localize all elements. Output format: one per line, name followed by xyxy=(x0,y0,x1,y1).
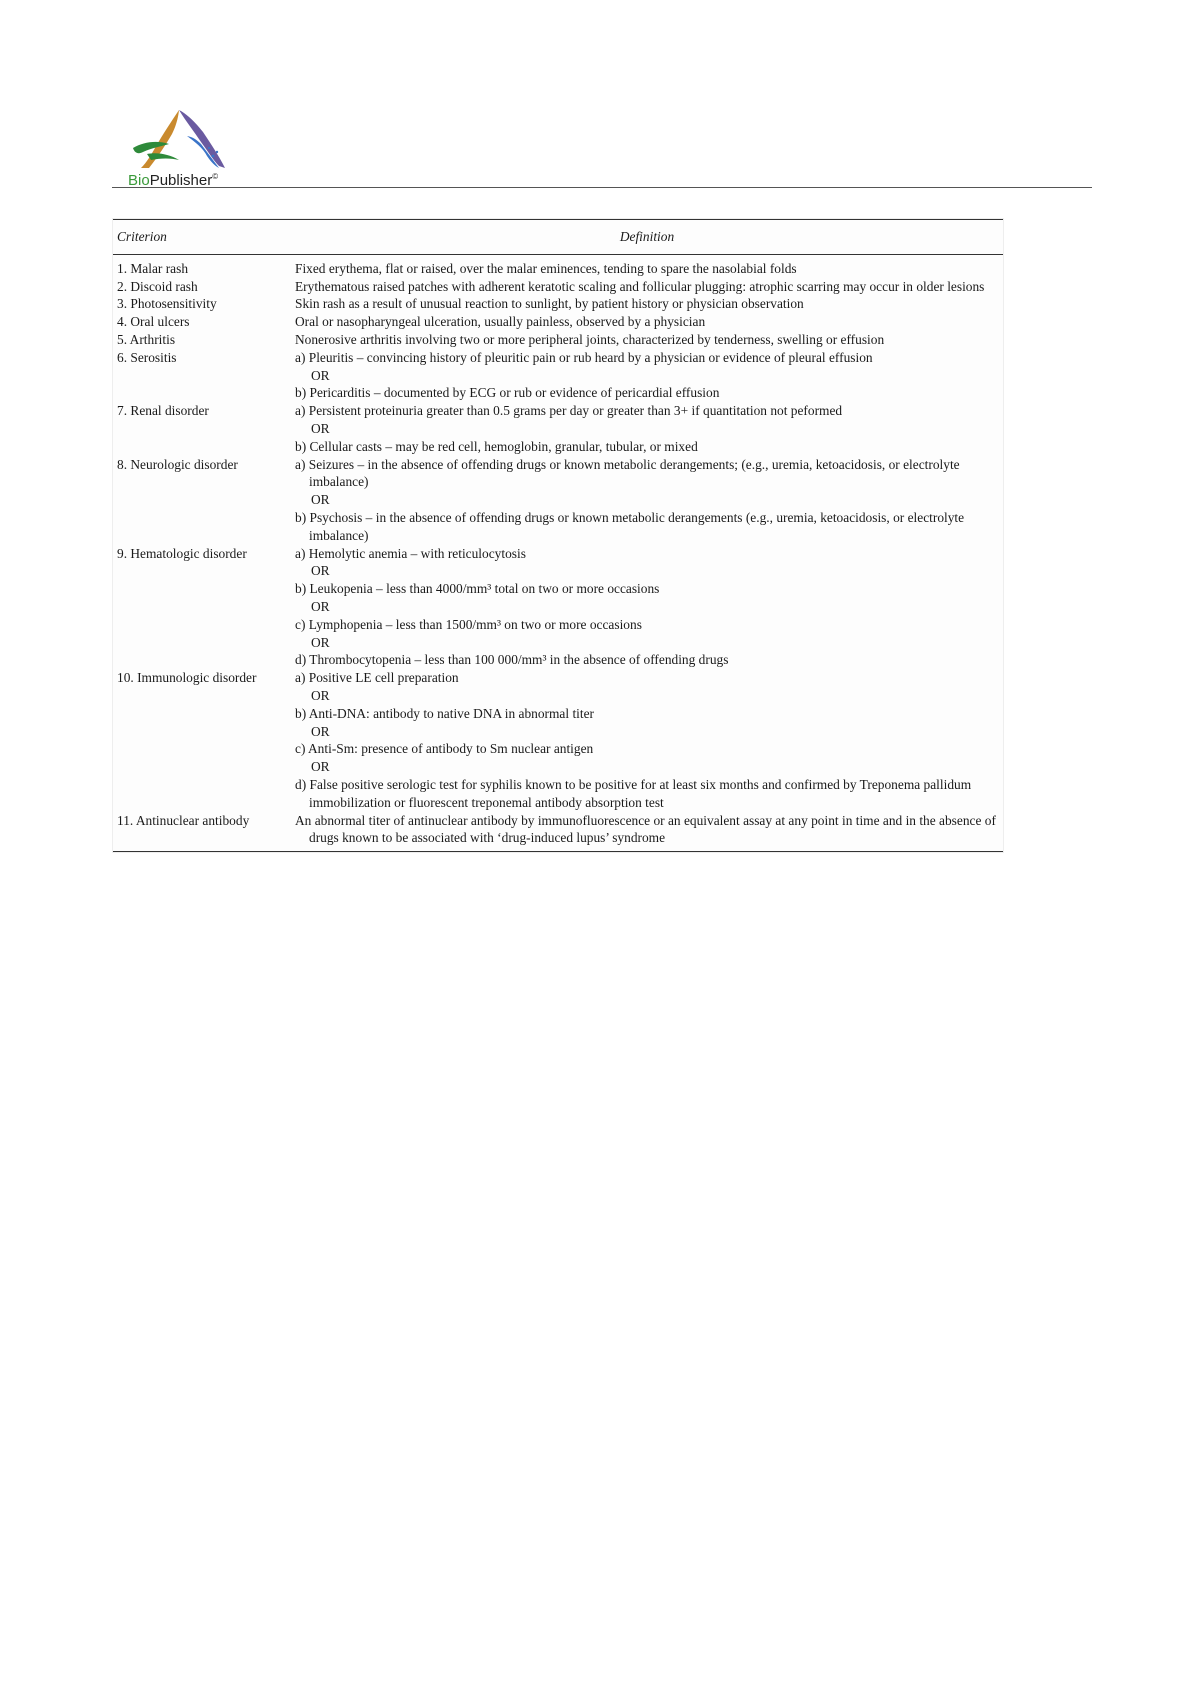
criterion-label: 2. Discoid rash xyxy=(117,278,198,294)
table-row xyxy=(113,402,1003,455)
table-row xyxy=(113,669,1003,811)
criterion-label: 4. Oral ulcers xyxy=(117,314,190,330)
definition-cell xyxy=(291,349,1003,402)
definition-line: d) False positive serologic test for syphilis known to be positive for at least six months and confirmed by Treponema pallidum immobilization or fluorescent treponemal antibody absorption test xyxy=(295,776,972,810)
definition-cell xyxy=(291,812,1003,852)
table-row xyxy=(113,812,1003,852)
definition-cell xyxy=(291,254,1003,277)
definition-line: b) Leukopenia – less than 4000/mm³ total on two or more occasions xyxy=(295,581,660,597)
definition-line: An abnormal titer of antinuclear antibody by immunofluorescence or an equivalent assay at any point in time and in the absence of drugs known to be associated with ‘drug-induced lupus’ syndrome xyxy=(295,812,996,846)
table-row xyxy=(113,456,1003,545)
definition-cell xyxy=(291,331,1003,349)
definition-line: Skin rash as a result of unusual reaction to sunlight, by patient history or physician observation xyxy=(295,296,804,312)
definition-cell xyxy=(291,545,1003,670)
table-row xyxy=(113,295,1003,313)
criterion-cell xyxy=(113,254,291,277)
definition-line: Oral or nasopharyngeal ulceration, usually painless, observed by a physician xyxy=(295,314,706,330)
definition-line: Fixed erythema, flat or raised, over the malar eminences, tending to spare the nasolabial folds xyxy=(295,260,797,276)
or-separator: OR xyxy=(311,759,330,775)
or-separator: OR xyxy=(311,492,330,508)
table-body xyxy=(113,254,1003,851)
criterion-label: 10. Immunologic disorder xyxy=(117,670,257,686)
definition-line: a) Persistent proteinuria greater than 0.5 grams per day or greater than 3+ if quantitation not peformed xyxy=(295,403,843,419)
criterion-cell xyxy=(113,545,291,670)
logo-text-rest: Publisher xyxy=(149,172,213,189)
definition-cell xyxy=(291,456,1003,545)
or-separator: OR xyxy=(311,723,330,739)
criterion-cell xyxy=(113,313,291,331)
definition-cell xyxy=(291,295,1003,313)
definition-line: d) Thrombocytopenia – less than 100 000/mm³ in the absence of offending drugs xyxy=(295,652,729,668)
column-header-criterion: Criterion xyxy=(113,220,291,255)
criterion-cell xyxy=(113,295,291,313)
criteria-table xyxy=(113,219,1003,852)
criterion-label: 6. Serositis xyxy=(117,349,177,365)
criterion-label: 5. Arthritis xyxy=(117,331,176,347)
criterion-label: 3. Photosensitivity xyxy=(117,296,217,312)
definition-line: Erythematous raised patches with adherent keratotic scaling and follicular plugging: atrophic scarring may occur in older lesions xyxy=(295,278,985,294)
criterion-label: 11. Antinuclear antibody xyxy=(117,812,250,828)
table-row xyxy=(113,254,1003,277)
criterion-cell xyxy=(113,456,291,545)
definition-line: c) Lymphopenia – less than 1500/mm³ on two or more occasions xyxy=(295,616,642,632)
definition-line: b) Pericarditis – documented by ECG or rub or evidence of pericardial effusion xyxy=(295,385,720,401)
table-row xyxy=(113,349,1003,402)
criterion-label: 1. Malar rash xyxy=(117,260,189,276)
registered-mark: © xyxy=(212,172,219,181)
or-separator: OR xyxy=(311,367,330,383)
table-row xyxy=(113,331,1003,349)
or-separator: OR xyxy=(311,420,330,436)
page-header xyxy=(112,100,1092,190)
definition-line: a) Pleuritis – convincing history of pleuritic pain or rub heard by a physician or evidence of pleural effusion xyxy=(295,349,873,365)
definition-line: b) Cellular casts – may be red cell, hemoglobin, granular, tubular, or mixed xyxy=(295,438,698,454)
table-row xyxy=(113,278,1003,296)
criterion-cell xyxy=(113,331,291,349)
criterion-cell xyxy=(113,669,291,811)
definition-line: a) Hemolytic anemia – with reticulocytosis xyxy=(295,545,526,561)
table-header-row xyxy=(113,220,1003,255)
table-row xyxy=(113,545,1003,670)
biopublisher-logo-icon xyxy=(127,108,237,174)
logo-text-bio: Bio xyxy=(128,172,150,189)
criterion-label: 8. Neurologic disorder xyxy=(117,456,238,472)
definition-line: b) Psychosis – in the absence of offending drugs or known metabolic derangements (e.g., uremia, ketoacidosis, or electrolyte imbalance) xyxy=(295,509,965,543)
definition-line: a) Seizures – in the absence of offending drugs or known metabolic derangements; (e.g., uremia, ketoacidosis, or electrolyte imbalance) xyxy=(295,456,960,490)
or-separator: OR xyxy=(311,687,330,703)
definition-line: b) Anti-DNA: antibody to native DNA in abnormal titer xyxy=(295,705,595,721)
or-separator: OR xyxy=(311,598,330,614)
criterion-cell xyxy=(113,402,291,455)
or-separator: OR xyxy=(311,563,330,579)
definition-line: c) Anti-Sm: presence of antibody to Sm nuclear antigen xyxy=(295,741,594,757)
column-header-definition: Definition xyxy=(291,220,1003,255)
definition-cell xyxy=(291,278,1003,296)
definition-cell xyxy=(291,313,1003,331)
header-divider xyxy=(112,187,1092,188)
criterion-label: 7. Renal disorder xyxy=(117,403,209,419)
criterion-cell xyxy=(113,812,291,852)
definition-line: a) Positive LE cell preparation xyxy=(295,670,459,686)
definition-line: Nonerosive arthritis involving two or more peripheral joints, characterized by tenderness, swelling or effusion xyxy=(295,331,885,347)
criterion-label: 9. Hematologic disorder xyxy=(117,545,247,561)
criteria-table-image xyxy=(112,218,1004,853)
criterion-cell xyxy=(113,349,291,402)
criterion-cell xyxy=(113,278,291,296)
definition-cell xyxy=(291,402,1003,455)
or-separator: OR xyxy=(311,634,330,650)
definition-cell xyxy=(291,669,1003,811)
table-row xyxy=(113,313,1003,331)
